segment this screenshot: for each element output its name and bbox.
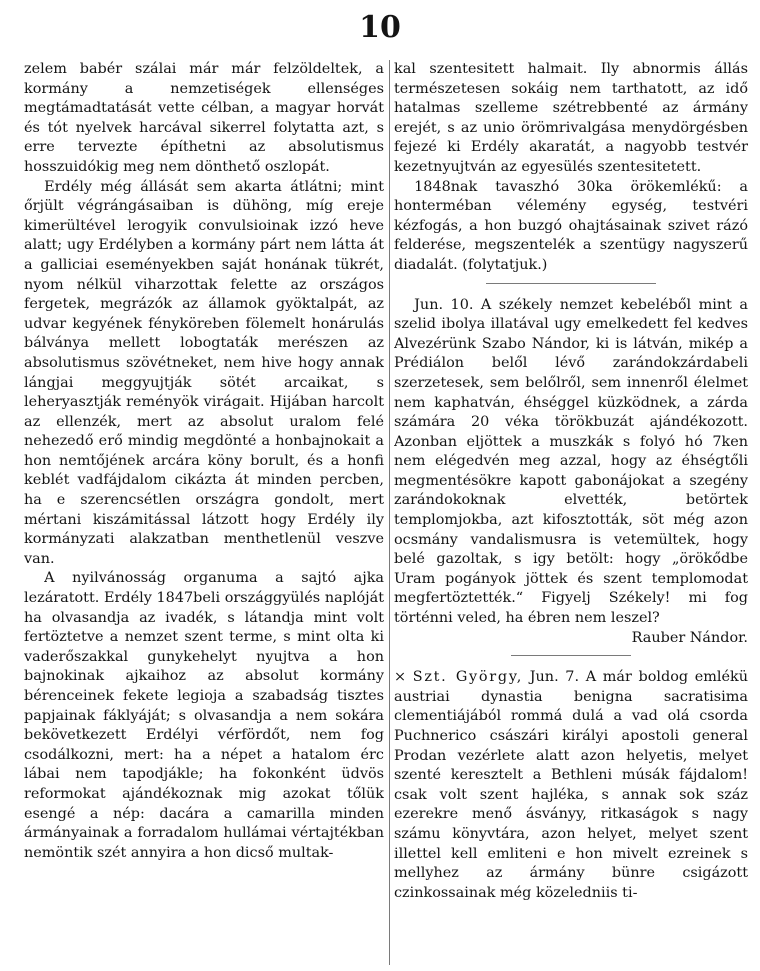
news-item-text: Jun. 10. A székely nemzet kebeléből mint a szelid ibolya illatával ugy emelkedett fel kedves Alvezérünk Szabo Nándor, ki is látván, mikép a Prédiálon belől lévő zarándokzárdabeli szerzetesek, sem belőlről, sem innenről élelmet nem kaphatván, éhséggel küzködnek, a zárda számára 20 véka törökbuzát ajándékozott. Azonban eljöttek a muszkák s folyó hó 7ken nem elégedvén meg azzal, hogy az éhségtőli megmentésökre kapott gabonájokat a szegény zarándokoknak elvették, betörtek templomjokba, azt kifosztották, söt még azon ocsmány vandalismusra is vetemültek, hogy belé gazoltak, s igy betölt: hogy „örökődbe Uram pogányok jöttek és szent templomodat megfertöztették.“ Figyelj Székely! mi fog történni veled, ha ébren nem leszel? bbox=[394, 296, 748, 627]
article-paragraph: 1848nak tavaszhó 30ka örökemlékű: a honterméban vélemény egység, testvéri kézfogás, a hon buzgó ohajtásainak szivet rázó felderése, megszentelék a szentügy nagyszerű diadalát. (folytatjuk.) bbox=[394, 178, 748, 273]
news-item-text bbox=[394, 668, 748, 903]
column-divider bbox=[389, 60, 390, 965]
article-separator bbox=[511, 655, 631, 656]
article-separator bbox=[486, 283, 656, 284]
article-paragraph: A nyilvánosság organuma a sajtó ajka lezáratott. Erdély 1847beli országgyülés naplóját ha olvasandja az ivadék, s látandja mint volt fertöztetve a nemzet szent terme, s mint olta ki vaderőszakkal gunykehelyt nyujtva a hon bajnokinak ajkaihoz az absolut kormány bérenceinek fekete legioja a szabadság tisztes papjainak fáklyáját; s olvasandja a nem sokára bekövetkezett Erdélyi vérfördőt, nem fog csodálkozni, mert: ha a népet a hatalom érc lábai nem tapodjákle; ha fokonként üdvös reformokat ajándékoznak mig azokat tőlük esengé a nép: dacára a camarilla minden ármányainak a forradalom hullámai vértajtékban nemöntik szét annyira a hon dicső multak- bbox=[24, 570, 384, 861]
dateline-place: Szt. György, bbox=[412, 669, 524, 686]
left-column bbox=[24, 60, 384, 971]
news-item-prediál bbox=[394, 296, 748, 649]
article-paragraph: zelem babér szálai már már felzöldeltek, a kormány a nemzetiségek ellenséges megtámadtatását vette célban, a magyar horvát és tót nyelvek harcával sikerrel folytatta azt, s erre tervezte építhetni az absolutismus hosszuidókig meg nem dönthető oszlopát. bbox=[24, 61, 384, 175]
news-item-signature: Rauber Nándor. bbox=[631, 629, 748, 646]
news-item-szt-gyorgy bbox=[394, 668, 748, 903]
article-paragraph: Erdély még állását sem akarta átlátni; mint őrjült végrángásaiban is dühöng, míg ereje kimerültével lerogyik convulsioinak izzó heve alatt; ugy Erdélyben a kormány párt nem látta át a galliciai eseményekben saját honának tükrét, nyom nélkül viharzottak felette az országos fergetek, megrázók az államok gyöktalpát, az udvar kegyének fényköreben fölemelt honárulás bálványa mellett lobogtaták merészen az absolutismus szövétneket, nem hive hogy annak lángjai meggyujtják sötét arcaikat, s leheryasztják reményök virágait. Hijában harcolt az ellenzék, mert az absolut uralom felé nehezedő erő mindig megdönté a honbajnokait a hon nemtőjének arcára köny borult, és a honfi keblét vadfájdalom cikázta át minden percben, ha e szerencsétlen országra gondolt, mert mértani kiszámitással látzott hogy Erdély ily kormányzati alakzatban menthetlenül veszve van. bbox=[24, 178, 384, 567]
lead-mark: × bbox=[394, 669, 407, 686]
news-item-body: Jun. 7. A már boldog emlékü austriai dynastia benigna sacratisima clementiájából rommá dulá a vad olá csorda Puchnerico császári királyi apostoli general Prodan vezérlete alatt azon helyetis, melyet szenté keresztelt a Bethleni músák fájdalom! csak volt szent hajléka, s annak sok száz ezerekre menő ásványy, ritkaságok s nagy számu könyvtára, azon helyet, melyet szent illettel kell emliteni e hon mivelt ezreinek s mellyhez az ármány bünre csigázott czinkossainak még közeledniis ti- bbox=[394, 669, 748, 901]
article-paragraph: kal szentesitett halmait. Ily abnormis állás természetesen sokáig nem tarthatott, az idő hatalmas szelleme szétrebbenté az ármány erejét, s az unio örömrivalgása menydörgésben fejezé ki Erdély akaratát, a nagyobb testvér kezetnyujtván az egyesülés szentesitetett. bbox=[394, 61, 748, 175]
right-column bbox=[394, 60, 748, 971]
page-number: 10 bbox=[359, 10, 401, 45]
